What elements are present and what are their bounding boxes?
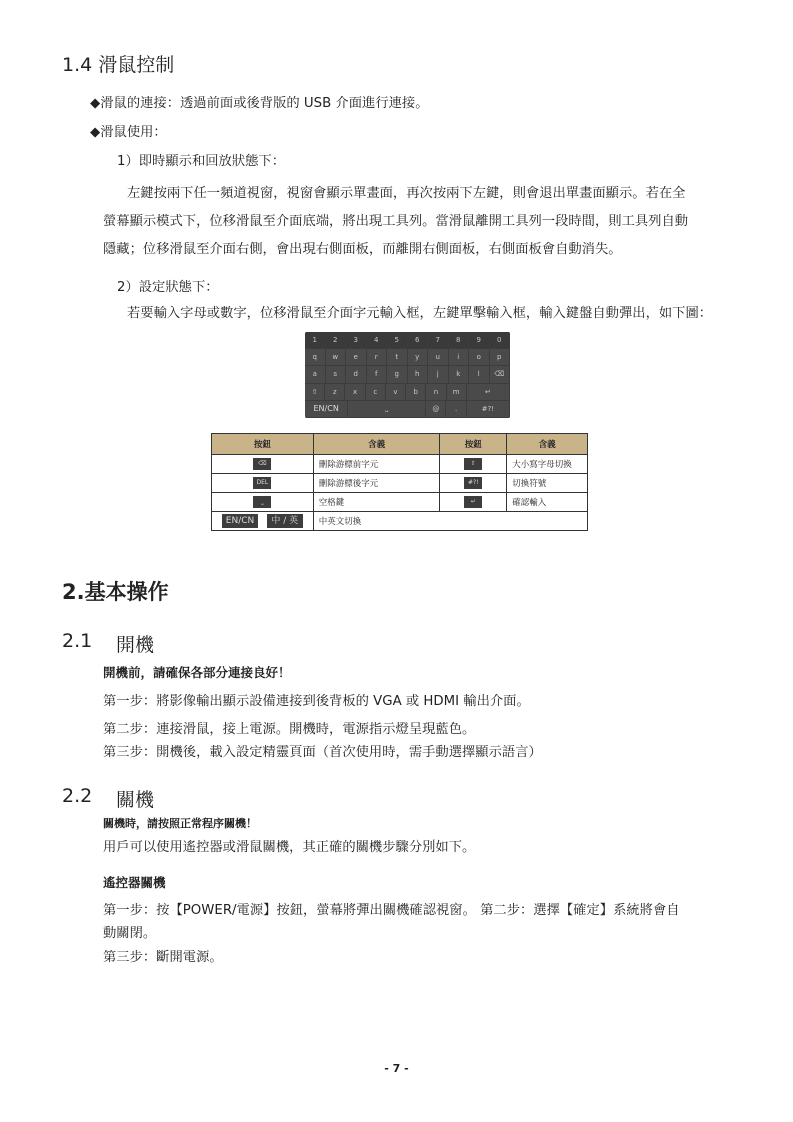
key: i	[449, 349, 470, 366]
delete-key-icon: DEL	[253, 477, 271, 489]
key: h	[408, 366, 429, 383]
key: 3	[346, 332, 367, 349]
power-off-step-3: 第三步：斷開電源。	[103, 950, 223, 965]
key: 2	[326, 332, 347, 349]
table-row	[212, 493, 588, 512]
table-cell: 刪除游標後字元	[313, 474, 440, 493]
table-header-row	[212, 434, 588, 455]
key: z	[325, 384, 345, 401]
power-off-step-1-line2: 動關閉。	[103, 926, 157, 941]
table-cell	[212, 455, 314, 474]
power-on-step-3: 第三步：開機後，載入設定精靈頁面（首次使用時，需手動選擇顯示語言）	[103, 745, 542, 760]
table-cell: 大小寫字母切換	[507, 455, 588, 474]
table-cell: 刪除游標前字元	[313, 455, 440, 474]
key: 0	[490, 332, 511, 349]
subsection-live-playback: 1）即時顯示和回放狀態下：	[117, 154, 286, 169]
key: .	[446, 401, 466, 418]
key: u	[428, 349, 449, 366]
key: t	[387, 349, 408, 366]
key: p	[490, 349, 511, 366]
key: w	[326, 349, 347, 366]
table-cell	[440, 493, 507, 512]
table-row	[212, 455, 588, 474]
key-en-cn: EN/CN	[305, 401, 348, 418]
table-cell	[212, 474, 314, 493]
backspace-icon: ⌫	[490, 366, 511, 383]
key: x	[345, 384, 365, 401]
key: d	[346, 366, 367, 383]
power-on-step-1: 第一步：將影像輸出顯示設備連接到後背板的 VGA 或 HDMI 輸出介面。	[103, 694, 530, 709]
key: k	[449, 366, 470, 383]
section-number-2-2: 2.2	[62, 785, 93, 807]
section-number-2-1: 2.1	[62, 630, 93, 652]
remote-shutdown-heading: 遙控器關機	[103, 875, 166, 890]
section-title-power-on: 開機	[116, 634, 155, 656]
keyboard-row-qwerty	[305, 349, 510, 366]
page-number: - 7 -	[384, 1062, 409, 1075]
key: s	[326, 366, 347, 383]
keyboard-row-zxcv	[305, 384, 510, 401]
key: q	[305, 349, 326, 366]
table-cell	[212, 493, 314, 512]
power-off-warning: 關機時，請按照正常程序關機！	[103, 817, 257, 830]
key: @	[426, 401, 446, 418]
space-icon: ⎵	[348, 401, 426, 418]
en-cn-key-icon: EN/CN	[222, 514, 258, 528]
key: b	[406, 384, 426, 401]
key: l	[469, 366, 490, 383]
bullet-mouse-connection: ◆滑鼠的連接：透過前面或後背版的 USB 介面進行連接。	[90, 96, 429, 111]
power-off-intro: 用戶可以使用遙控器或滑鼠關機，其正確的關機步驟分別如下。	[103, 840, 476, 855]
table-row	[212, 512, 588, 531]
key: 6	[408, 332, 429, 349]
zh-en-key-icon: 中 / 英	[267, 514, 303, 528]
keyboard-row-numbers	[305, 332, 510, 349]
enter-icon: ↵	[467, 384, 510, 401]
key: 1	[305, 332, 326, 349]
backspace-icon: ⌫	[253, 458, 271, 470]
paragraph-line: 左鍵按兩下任一頻道視窗，視窗會顯示單畫面，再次按兩下左鍵，則會退出單畫面顯示。若在全	[127, 186, 686, 201]
key: j	[428, 366, 449, 383]
section-title-power-off: 關機	[116, 789, 155, 811]
table-header: 含義	[507, 434, 588, 455]
key: m	[447, 384, 467, 401]
shift-icon: ⇧	[464, 458, 482, 470]
paragraph-line: 螢幕顯示模式下，位移滑鼠至介面底端，將出現工具列。當滑鼠離開工具列一段時間，則工具列自動	[103, 214, 689, 229]
power-off-step-1-line1: 第一步：按【POWER/電源】按鈕，螢幕將彈出關機確認視窗。 第二步：選擇【確定】系統將會自	[103, 903, 680, 918]
onscreen-keyboard-image	[305, 332, 510, 418]
bullet-mouse-usage: ◆滑鼠使用：	[90, 125, 167, 140]
key: 7	[428, 332, 449, 349]
power-on-warning: 開機前，請確保各部分連接良好！	[103, 665, 291, 680]
table-cell: 空格鍵	[313, 493, 440, 512]
key: 4	[367, 332, 388, 349]
key: g	[387, 366, 408, 383]
key: 5	[387, 332, 408, 349]
table-row	[212, 474, 588, 493]
table-header: 按鈕	[440, 434, 507, 455]
table-cell	[440, 474, 507, 493]
subsection-settings: 2）設定狀態下：	[117, 280, 219, 295]
keyboard-row-asdf	[305, 366, 510, 383]
key: 8	[449, 332, 470, 349]
symbols-key-icon: #?!	[464, 477, 482, 489]
key: e	[346, 349, 367, 366]
table-cell	[212, 512, 314, 531]
shift-icon: ⇧	[305, 384, 325, 401]
keyboard-row-bottom	[305, 401, 510, 418]
section-heading-1-4: 1.4 滑鼠控制	[62, 54, 175, 76]
power-on-step-2: 第二步：連接滑鼠，接上電源。開機時，電源指示燈呈現藍色。	[103, 722, 476, 737]
space-icon: ⎵	[253, 496, 271, 508]
chapter-title: 2.基本操作	[62, 580, 169, 604]
paragraph-line: 隱藏；位移滑鼠至介面右側，會出現右側面板，而離開右側面板，右側面板會自動消失。	[103, 242, 622, 257]
key: o	[469, 349, 490, 366]
key: n	[426, 384, 446, 401]
table-header: 按鈕	[212, 434, 314, 455]
table-header: 含義	[313, 434, 440, 455]
key: f	[367, 366, 388, 383]
table-cell: 切換符號	[507, 474, 588, 493]
key: a	[305, 366, 326, 383]
table-cell: 確認輸入	[507, 493, 588, 512]
table-cell: 中英文切換	[313, 512, 587, 531]
key: 9	[469, 332, 490, 349]
key: v	[386, 384, 406, 401]
table-cell	[440, 455, 507, 474]
key: c	[366, 384, 386, 401]
enter-icon: ↵	[464, 496, 482, 508]
paragraph-line: 若要輸入字母或數字，位移滑鼠至介面字元輸入框，左鍵單擊輸入框，輸入鍵盤自動彈出，如下圖：	[127, 306, 713, 321]
key: y	[408, 349, 429, 366]
keyboard-key-table	[211, 433, 588, 531]
key: r	[367, 349, 388, 366]
key-symbols: #?!	[467, 401, 510, 418]
